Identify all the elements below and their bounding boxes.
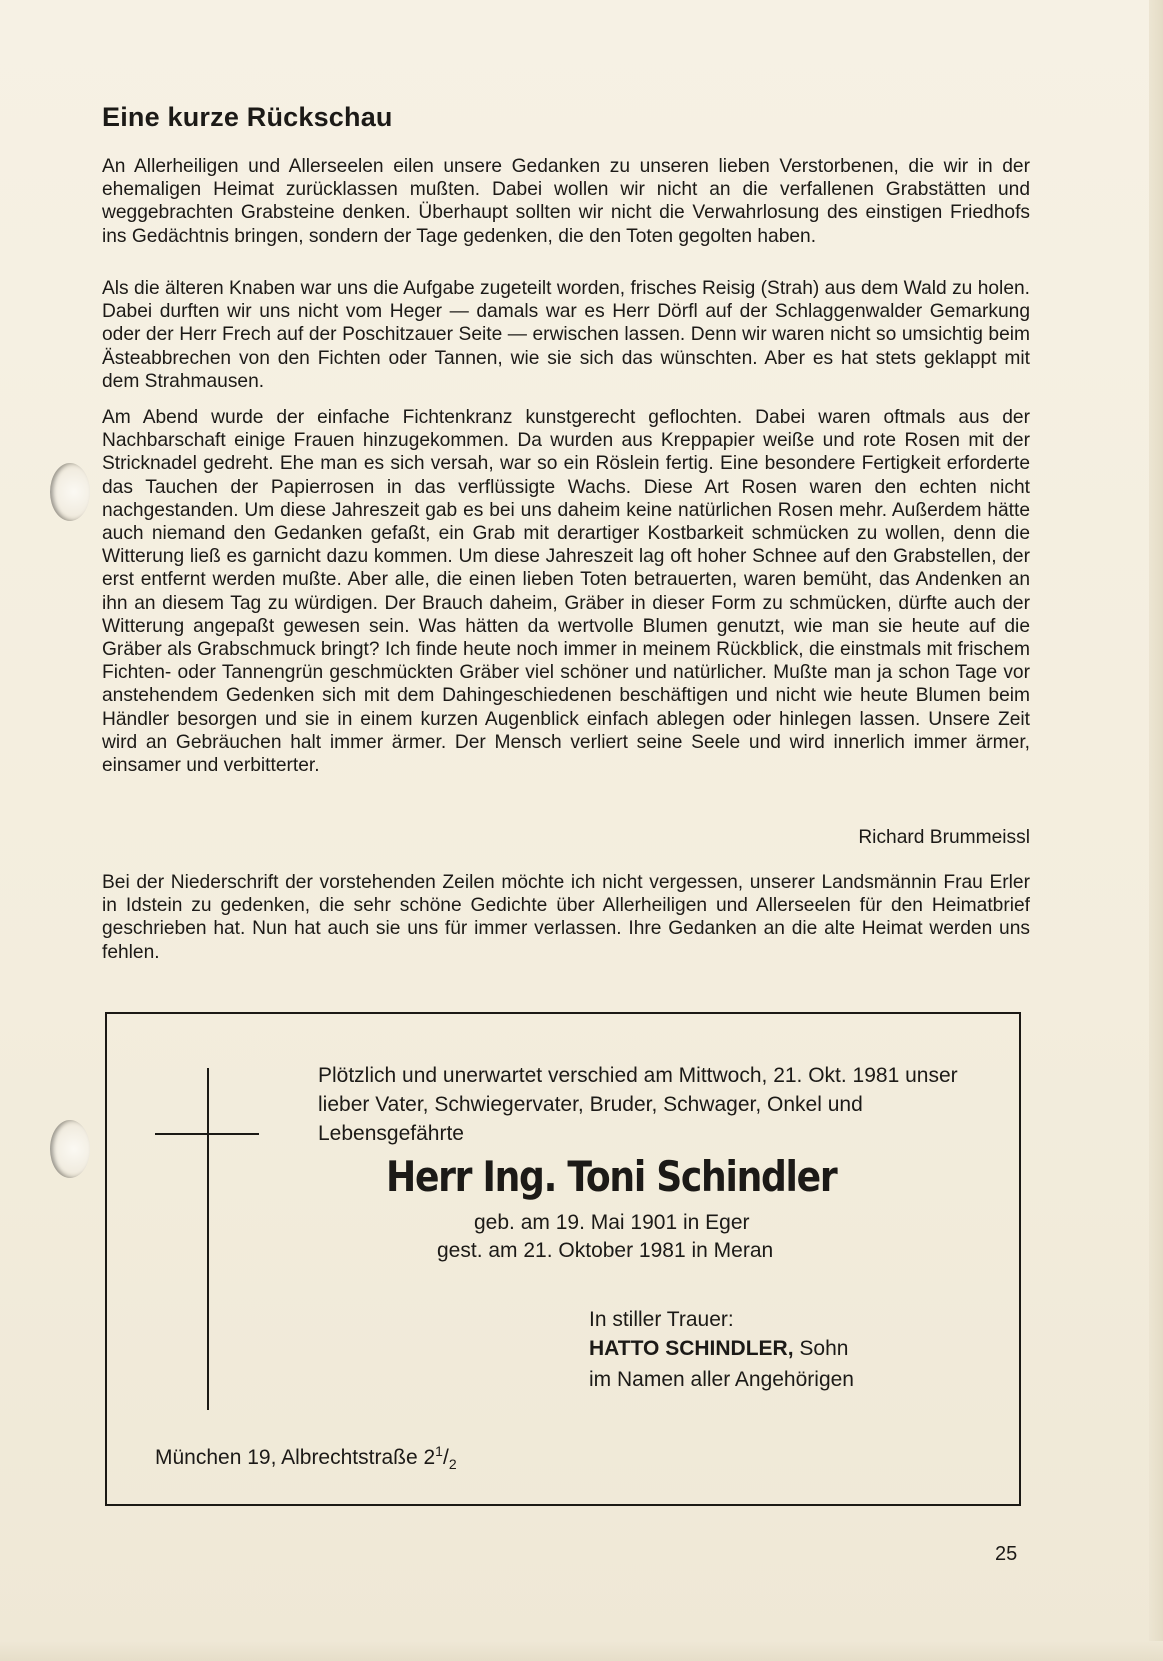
article-title: Eine kurze Rückschau <box>102 102 393 132</box>
mourning-intro: In stiller Trauer: <box>589 1308 734 1331</box>
article-paragraph-3: Am Abend wurde der einfache Fichtenkranz kunstgerecht geflochten. Dabei waren oftmals aus der Nachbarschaft einige Frauen hinzugekommen. Da wurden aus Kreppapier weiße und rote Rosen mit der Stricknadel gedreht. Ehe man es sich versah, war so ein Röslein fertig. Eine besondere Fertigkeit erforderte das Tauchen der Papierrosen in das verflüssigte Wachs. Diese Art Rosen waren den echten nicht nachgestanden. Um diese Jahreszeit gab es bei uns daheim keine natürlichen Rosen mehr. Außerdem hätte auch niemand den Gedanken gefaßt, ein Grab mit derartiger Kostbarkeit schmücken zu wollen, denn die Witterung ließ es garnicht dazu kommen. Um diese Jahreszeit lag oft hoher Schnee auf den Grabstellen, der erst entfernt werden mußte. Aber alle, die einen lieben Toten betrauerten, waren bemüht, das Andenken an ihn an diesem Tag zu würdigen. Der Brauch daheim, Gräber in dieser Form zu schmücken, dürfte auch der Witterung angepaßt gewesen sein. Was hätten da wertvolle Blumen genutzt, wie man sie heute auf die Gräber als Grabschmuck bringt? Ich finde heute noch immer in meinem Rückblick, die einstmals mit frischem Fichten- oder Tannengrün geschmückten Gräber viel schöner und natürlicher. Mußte man ja schon Tage vor anstehendem Gedenken sich mit dem Dahingeschiedenen beschäftigen und nicht wie heute Blumen beim Händler besorgen und sie in einem kurzen Augenblick einfach ablegen oder hinlegen lassen. Unsere Zeit wird an Gebräuchen halt immer ärmer. Der Mensch verliert seine Seele und wird innerlich immer ärmer, einsamer und verbitterter. <box>102 407 1030 777</box>
article-paragraph-2: Als die älteren Knaben war uns die Aufgabe zugeteilt worden, frisches Reisig (Strah) aus dem Wald zu holen. Dabei durften wir uns nicht vom Heger — damals war es Herr Dörfl auf der Schlaggenwalder Gemarkung oder der Herr Frech auf der Poschitzauer Seite — erwischen lassen. Denn wir waren nicht so umsichtig beim Ästeabbrechen von den Fichten oder Tannen, wie sie sich das wünschten. Aber es hat stets geklappt mit dem Strahmausen. <box>102 278 1030 392</box>
article-paragraph-4: Bei der Niederschrift der vorstehenden Zeilen möchte ich nicht vergessen, unserer Landsmännin Frau Erler in Idstein zu gedenken, die sehr schöne Gedichte über Allerheiligen und Allerseelen für den Heimatbrief geschrieben hat. Nun hat auch sie uns für immer verlassen. Ihre Gedanken an die alte Heimat werden uns fehlen. <box>102 872 1030 963</box>
page-number: 25 <box>995 1543 1018 1565</box>
mourner-relation: Sohn <box>793 1337 849 1360</box>
cross-icon-vertical <box>207 1068 209 1410</box>
address-fraction-separator: / <box>442 1446 449 1469</box>
address-fraction-denominator: 2 <box>448 1456 457 1473</box>
mourner-address <box>155 1437 457 1479</box>
page-edge-bottom <box>0 1641 1163 1661</box>
cross-icon-horizontal <box>155 1133 259 1135</box>
mourning-family: im Namen aller Angehörigen <box>589 1368 854 1391</box>
address-street: München 19, Albrechtstraße 2 <box>155 1446 436 1469</box>
deceased-name: Herr Ing. Toni Schindler <box>386 1152 837 1201</box>
mourner-name: HATTO SCHINDLER, <box>589 1337 794 1360</box>
article-author: Richard Brummeissl <box>858 827 1030 848</box>
punch-hole-top <box>50 463 90 521</box>
address-fraction-numerator: 1 <box>435 1443 443 1459</box>
page-edge <box>1149 0 1163 1661</box>
death-date: gest. am 21. Oktober 1981 in Meran <box>437 1239 774 1262</box>
punch-hole-bottom <box>50 1120 90 1178</box>
birth-date: geb. am 19. Mai 1901 in Eger <box>474 1211 750 1234</box>
mourner-line <box>589 1334 848 1363</box>
article-paragraph-1: An Allerheiligen und Allerseelen eilen unsere Gedanken zu unseren lieben Verstorbenen, die wir in der ehemaligen Heimat zurücklassen mußten. Dabei wollen wir nicht an die verfallenen Grabstätten und weggebrachten Grabsteine denken. Überhaupt sollten wir nicht die Verwahrlosung des einstigen Friedhofs ins Gedächtnis bringen, sondern der Tage gedenken, die den Toten gegolten haben. <box>102 156 1030 247</box>
obituary-announcement: Plötzlich und unerwartet verschied am Mittwoch, 21. Okt. 1981 unser lieber Vater, Schwiegervater, Bruder, Schwager, Onkel und Lebensgefährte <box>318 1064 958 1145</box>
